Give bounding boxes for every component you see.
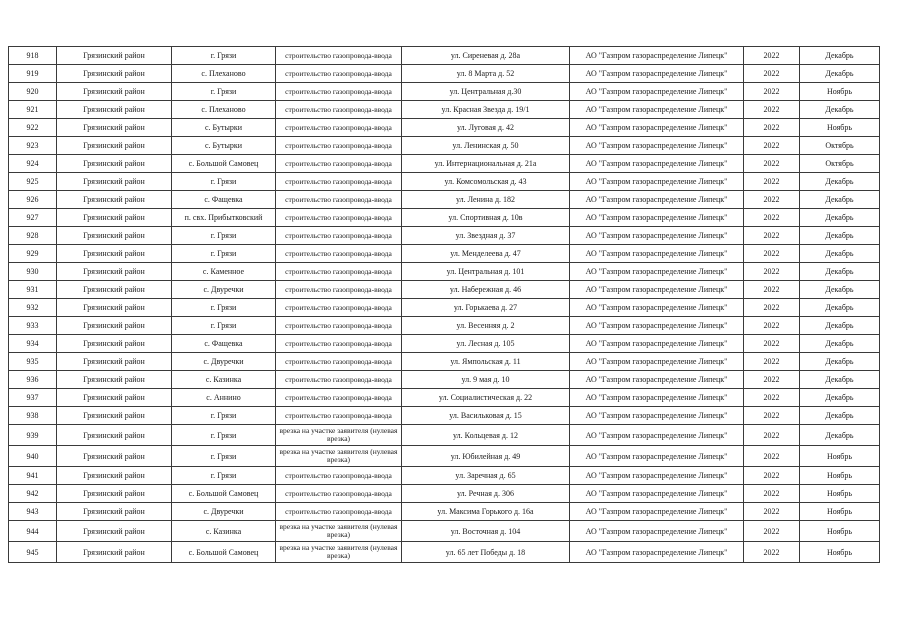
table-row bbox=[9, 446, 880, 467]
organization-cell: АО "Газпром газораспределение Липецк" bbox=[570, 137, 744, 155]
district-cell: Грязинский район bbox=[57, 191, 172, 209]
month-cell: Декабрь bbox=[800, 425, 880, 446]
organization-cell: АО "Газпром газораспределение Липецк" bbox=[570, 281, 744, 299]
district-cell: Грязинский район bbox=[57, 263, 172, 281]
district-cell: Грязинский район bbox=[57, 467, 172, 485]
locality-cell: с. Плеханово bbox=[172, 65, 276, 83]
row-number: 923 bbox=[9, 137, 57, 155]
work-type-cell: строительство газопровода-ввода bbox=[276, 47, 402, 65]
address-cell: ул. Социалистическая д. 22 bbox=[402, 389, 570, 407]
locality-cell: с. Бутырки bbox=[172, 119, 276, 137]
locality-cell: г. Грязи bbox=[172, 227, 276, 245]
work-type-cell: строительство газопровода-ввода bbox=[276, 137, 402, 155]
organization-cell: АО "Газпром газораспределение Липецк" bbox=[570, 446, 744, 467]
month-cell: Декабрь bbox=[800, 191, 880, 209]
locality-cell: г. Грязи bbox=[172, 446, 276, 467]
row-number: 945 bbox=[9, 542, 57, 563]
locality-cell: с. Казинка bbox=[172, 371, 276, 389]
table-row bbox=[9, 407, 880, 425]
month-cell: Декабрь bbox=[800, 371, 880, 389]
work-type-cell: строительство газопровода-ввода bbox=[276, 263, 402, 281]
row-number: 935 bbox=[9, 353, 57, 371]
locality-cell: г. Грязи bbox=[172, 425, 276, 446]
district-cell: Грязинский район bbox=[57, 521, 172, 542]
table-row bbox=[9, 467, 880, 485]
district-cell: Грязинский район bbox=[57, 407, 172, 425]
locality-cell: с. Фащевка bbox=[172, 335, 276, 353]
month-cell: Октябрь bbox=[800, 155, 880, 173]
work-type-cell: строительство газопровода-ввода bbox=[276, 227, 402, 245]
organization-cell: АО "Газпром газораспределение Липецк" bbox=[570, 245, 744, 263]
row-number: 933 bbox=[9, 317, 57, 335]
table-row bbox=[9, 335, 880, 353]
locality-cell: г. Грязи bbox=[172, 317, 276, 335]
organization-cell: АО "Газпром газораспределение Липецк" bbox=[570, 371, 744, 389]
month-cell: Ноябрь bbox=[800, 119, 880, 137]
year-cell: 2022 bbox=[744, 503, 800, 521]
locality-cell: г. Грязи bbox=[172, 173, 276, 191]
address-cell: ул. Интернациональная д. 21а bbox=[402, 155, 570, 173]
address-cell: ул. 8 Марта д. 52 bbox=[402, 65, 570, 83]
table-row bbox=[9, 173, 880, 191]
row-number: 927 bbox=[9, 209, 57, 227]
address-cell: ул. Центральная д. 101 bbox=[402, 263, 570, 281]
address-cell: ул. Юбилейная д. 49 bbox=[402, 446, 570, 467]
organization-cell: АО "Газпром газораспределение Липецк" bbox=[570, 407, 744, 425]
district-cell: Грязинский район bbox=[57, 209, 172, 227]
year-cell: 2022 bbox=[744, 446, 800, 467]
organization-cell: АО "Газпром газораспределение Липецк" bbox=[570, 503, 744, 521]
row-number: 929 bbox=[9, 245, 57, 263]
month-cell: Декабрь bbox=[800, 281, 880, 299]
year-cell: 2022 bbox=[744, 542, 800, 563]
year-cell: 2022 bbox=[744, 407, 800, 425]
organization-cell: АО "Газпром газораспределение Липецк" bbox=[570, 83, 744, 101]
district-cell: Грязинский район bbox=[57, 299, 172, 317]
work-type-cell: строительство газопровода-ввода bbox=[276, 173, 402, 191]
work-type-cell: строительство газопровода-ввода bbox=[276, 65, 402, 83]
work-type-cell: строительство газопровода-ввода bbox=[276, 83, 402, 101]
year-cell: 2022 bbox=[744, 191, 800, 209]
work-type-cell: строительство газопровода-ввода bbox=[276, 371, 402, 389]
table-row bbox=[9, 137, 880, 155]
year-cell: 2022 bbox=[744, 101, 800, 119]
table-row bbox=[9, 119, 880, 137]
table-row bbox=[9, 371, 880, 389]
address-cell: ул. Спортивная д. 10в bbox=[402, 209, 570, 227]
month-cell: Декабрь bbox=[800, 317, 880, 335]
year-cell: 2022 bbox=[744, 65, 800, 83]
row-number: 937 bbox=[9, 389, 57, 407]
row-number: 930 bbox=[9, 263, 57, 281]
month-cell: Декабрь bbox=[800, 389, 880, 407]
address-cell: ул. Ленина д. 182 bbox=[402, 191, 570, 209]
organization-cell: АО "Газпром газораспределение Липецк" bbox=[570, 467, 744, 485]
district-cell: Грязинский район bbox=[57, 65, 172, 83]
row-number: 941 bbox=[9, 467, 57, 485]
address-cell: ул. Ленинская д. 50 bbox=[402, 137, 570, 155]
address-cell: ул. Заречная д. 65 bbox=[402, 467, 570, 485]
address-cell: ул. 9 мая д. 10 bbox=[402, 371, 570, 389]
month-cell: Декабрь bbox=[800, 227, 880, 245]
district-cell: Грязинский район bbox=[57, 47, 172, 65]
table-row bbox=[9, 155, 880, 173]
organization-cell: АО "Газпром газораспределение Липецк" bbox=[570, 65, 744, 83]
address-cell: ул. Васильковая д. 15 bbox=[402, 407, 570, 425]
district-cell: Грязинский район bbox=[57, 281, 172, 299]
address-cell: ул. Кольцевая д. 12 bbox=[402, 425, 570, 446]
organization-cell: АО "Газпром газораспределение Липецк" bbox=[570, 191, 744, 209]
district-cell: Грязинский район bbox=[57, 119, 172, 137]
address-cell: ул. Лесная д. 105 bbox=[402, 335, 570, 353]
address-cell: ул. Весенняя д. 2 bbox=[402, 317, 570, 335]
row-number: 928 bbox=[9, 227, 57, 245]
work-type-cell: строительство газопровода-ввода bbox=[276, 335, 402, 353]
address-cell: ул. Максима Горького д. 16а bbox=[402, 503, 570, 521]
work-type-cell: строительство газопровода-ввода bbox=[276, 353, 402, 371]
year-cell: 2022 bbox=[744, 317, 800, 335]
year-cell: 2022 bbox=[744, 47, 800, 65]
table-row bbox=[9, 281, 880, 299]
year-cell: 2022 bbox=[744, 209, 800, 227]
locality-cell: с. Казинка bbox=[172, 521, 276, 542]
organization-cell: АО "Газпром газораспределение Липецк" bbox=[570, 299, 744, 317]
row-number: 936 bbox=[9, 371, 57, 389]
district-cell: Грязинский район bbox=[57, 446, 172, 467]
year-cell: 2022 bbox=[744, 371, 800, 389]
district-cell: Грязинский район bbox=[57, 353, 172, 371]
table-row bbox=[9, 485, 880, 503]
year-cell: 2022 bbox=[744, 389, 800, 407]
table-row bbox=[9, 425, 880, 446]
table-row bbox=[9, 353, 880, 371]
month-cell: Декабрь bbox=[800, 407, 880, 425]
year-cell: 2022 bbox=[744, 137, 800, 155]
locality-cell: г. Грязи bbox=[172, 245, 276, 263]
year-cell: 2022 bbox=[744, 83, 800, 101]
year-cell: 2022 bbox=[744, 119, 800, 137]
work-type-cell: строительство газопровода-ввода bbox=[276, 209, 402, 227]
locality-cell: г. Грязи bbox=[172, 407, 276, 425]
address-cell: ул. Набережная д. 46 bbox=[402, 281, 570, 299]
locality-cell: с. Бутырки bbox=[172, 137, 276, 155]
address-cell: ул. Восточная д. 104 bbox=[402, 521, 570, 542]
row-number: 924 bbox=[9, 155, 57, 173]
year-cell: 2022 bbox=[744, 263, 800, 281]
district-cell: Грязинский район bbox=[57, 155, 172, 173]
organization-cell: АО "Газпром газораспределение Липецк" bbox=[570, 119, 744, 137]
locality-cell: г. Грязи bbox=[172, 83, 276, 101]
year-cell: 2022 bbox=[744, 521, 800, 542]
month-cell: Декабрь bbox=[800, 173, 880, 191]
district-cell: Грязинский район bbox=[57, 173, 172, 191]
address-cell: ул. Речная д. 306 bbox=[402, 485, 570, 503]
district-cell: Грязинский район bbox=[57, 542, 172, 563]
row-number: 932 bbox=[9, 299, 57, 317]
table-row bbox=[9, 209, 880, 227]
work-type-cell: врезка на участке заявителя (нулевая врезка) bbox=[276, 521, 402, 542]
table-row bbox=[9, 317, 880, 335]
year-cell: 2022 bbox=[744, 335, 800, 353]
locality-cell: с. Большой Самовец bbox=[172, 155, 276, 173]
row-number: 920 bbox=[9, 83, 57, 101]
row-number: 943 bbox=[9, 503, 57, 521]
district-cell: Грязинский район bbox=[57, 371, 172, 389]
row-number: 925 bbox=[9, 173, 57, 191]
table-row bbox=[9, 191, 880, 209]
table-row bbox=[9, 245, 880, 263]
organization-cell: АО "Газпром газораспределение Липецк" bbox=[570, 485, 744, 503]
organization-cell: АО "Газпром газораспределение Липецк" bbox=[570, 173, 744, 191]
address-cell: ул. Центральная д.30 bbox=[402, 83, 570, 101]
row-number: 942 bbox=[9, 485, 57, 503]
district-cell: Грязинский район bbox=[57, 137, 172, 155]
row-number: 926 bbox=[9, 191, 57, 209]
district-cell: Грязинский район bbox=[57, 389, 172, 407]
table-row bbox=[9, 65, 880, 83]
year-cell: 2022 bbox=[744, 227, 800, 245]
month-cell: Декабрь bbox=[800, 65, 880, 83]
table-row bbox=[9, 521, 880, 542]
district-cell: Грязинский район bbox=[57, 335, 172, 353]
locality-cell: г. Грязи bbox=[172, 47, 276, 65]
year-cell: 2022 bbox=[744, 281, 800, 299]
table-row bbox=[9, 389, 880, 407]
month-cell: Декабрь bbox=[800, 209, 880, 227]
table-row bbox=[9, 542, 880, 563]
organization-cell: АО "Газпром газораспределение Липецк" bbox=[570, 389, 744, 407]
organization-cell: АО "Газпром газораспределение Липецк" bbox=[570, 317, 744, 335]
work-type-cell: строительство газопровода-ввода bbox=[276, 245, 402, 263]
work-type-cell: строительство газопровода-ввода bbox=[276, 281, 402, 299]
row-number: 934 bbox=[9, 335, 57, 353]
work-type-cell: врезка на участке заявителя (нулевая врезка) bbox=[276, 542, 402, 563]
work-type-cell: врезка на участке заявителя (нулевая врезка) bbox=[276, 446, 402, 467]
month-cell: Декабрь bbox=[800, 299, 880, 317]
row-number: 938 bbox=[9, 407, 57, 425]
work-type-cell: строительство газопровода-ввода bbox=[276, 317, 402, 335]
work-type-cell: строительство газопровода-ввода bbox=[276, 155, 402, 173]
organization-cell: АО "Газпром газораспределение Липецк" bbox=[570, 101, 744, 119]
month-cell: Декабрь bbox=[800, 47, 880, 65]
district-cell: Грязинский район bbox=[57, 83, 172, 101]
month-cell: Октябрь bbox=[800, 137, 880, 155]
district-cell: Грязинский район bbox=[57, 317, 172, 335]
locality-cell: с. Двуречки bbox=[172, 353, 276, 371]
month-cell: Декабрь bbox=[800, 263, 880, 281]
table-row bbox=[9, 503, 880, 521]
organization-cell: АО "Газпром газораспределение Липецк" bbox=[570, 47, 744, 65]
address-cell: ул. Ямпольская д. 11 bbox=[402, 353, 570, 371]
locality-cell: с. Фащевка bbox=[172, 191, 276, 209]
work-type-cell: строительство газопровода-ввода bbox=[276, 101, 402, 119]
work-type-cell: врезка на участке заявителя (нулевая врезка) bbox=[276, 425, 402, 446]
work-type-cell: строительство газопровода-ввода bbox=[276, 467, 402, 485]
row-number: 918 bbox=[9, 47, 57, 65]
locality-cell: с. Аннино bbox=[172, 389, 276, 407]
year-cell: 2022 bbox=[744, 299, 800, 317]
table-row bbox=[9, 263, 880, 281]
table-row bbox=[9, 83, 880, 101]
address-cell: ул. Комсомольская д. 43 bbox=[402, 173, 570, 191]
year-cell: 2022 bbox=[744, 173, 800, 191]
table-row bbox=[9, 227, 880, 245]
row-number: 944 bbox=[9, 521, 57, 542]
organization-cell: АО "Газпром газораспределение Липецк" bbox=[570, 209, 744, 227]
document-table bbox=[8, 46, 880, 563]
table-row bbox=[9, 299, 880, 317]
month-cell: Декабрь bbox=[800, 245, 880, 263]
year-cell: 2022 bbox=[744, 245, 800, 263]
row-number: 931 bbox=[9, 281, 57, 299]
organization-cell: АО "Газпром газораспределение Липецк" bbox=[570, 425, 744, 446]
organization-cell: АО "Газпром газораспределение Липецк" bbox=[570, 155, 744, 173]
district-cell: Грязинский район bbox=[57, 425, 172, 446]
locality-cell: с. Двуречки bbox=[172, 503, 276, 521]
district-cell: Грязинский район bbox=[57, 503, 172, 521]
district-cell: Грязинский район bbox=[57, 245, 172, 263]
row-number: 940 bbox=[9, 446, 57, 467]
work-type-cell: строительство газопровода-ввода bbox=[276, 389, 402, 407]
year-cell: 2022 bbox=[744, 425, 800, 446]
year-cell: 2022 bbox=[744, 155, 800, 173]
district-cell: Грязинский район bbox=[57, 101, 172, 119]
locality-cell: с. Большой Самовец bbox=[172, 542, 276, 563]
month-cell: Ноябрь bbox=[800, 485, 880, 503]
district-cell: Грязинский район bbox=[57, 485, 172, 503]
organization-cell: АО "Газпром газораспределение Липецк" bbox=[570, 227, 744, 245]
organization-cell: АО "Газпром газораспределение Липецк" bbox=[570, 353, 744, 371]
row-number: 919 bbox=[9, 65, 57, 83]
organization-cell: АО "Газпром газораспределение Липецк" bbox=[570, 521, 744, 542]
month-cell: Ноябрь bbox=[800, 503, 880, 521]
locality-cell: с. Каменное bbox=[172, 263, 276, 281]
locality-cell: г. Грязи bbox=[172, 467, 276, 485]
address-cell: ул. 65 лет Победы д. 18 bbox=[402, 542, 570, 563]
district-cell: Грязинский район bbox=[57, 227, 172, 245]
month-cell: Ноябрь bbox=[800, 83, 880, 101]
work-type-cell: строительство газопровода-ввода bbox=[276, 191, 402, 209]
address-cell: ул. Горькаева д. 27 bbox=[402, 299, 570, 317]
address-cell: ул. Луговая д. 42 bbox=[402, 119, 570, 137]
address-cell: ул. Звездная д. 37 bbox=[402, 227, 570, 245]
month-cell: Ноябрь bbox=[800, 542, 880, 563]
organization-cell: АО "Газпром газораспределение Липецк" bbox=[570, 263, 744, 281]
row-number: 939 bbox=[9, 425, 57, 446]
year-cell: 2022 bbox=[744, 353, 800, 371]
month-cell: Ноябрь bbox=[800, 521, 880, 542]
work-type-cell: строительство газопровода-ввода bbox=[276, 407, 402, 425]
locality-cell: с. Плеханово bbox=[172, 101, 276, 119]
year-cell: 2022 bbox=[744, 485, 800, 503]
work-type-cell: строительство газопровода-ввода bbox=[276, 503, 402, 521]
locality-cell: с. Двуречки bbox=[172, 281, 276, 299]
work-type-cell: строительство газопровода-ввода bbox=[276, 119, 402, 137]
work-type-cell: строительство газопровода-ввода bbox=[276, 485, 402, 503]
year-cell: 2022 bbox=[744, 467, 800, 485]
row-number: 922 bbox=[9, 119, 57, 137]
table-row bbox=[9, 47, 880, 65]
organization-cell: АО "Газпром газораспределение Липецк" bbox=[570, 335, 744, 353]
address-cell: ул. Красная Звезда д. 19/1 bbox=[402, 101, 570, 119]
locality-cell: п. свх. Прибытковский bbox=[172, 209, 276, 227]
month-cell: Декабрь bbox=[800, 101, 880, 119]
month-cell: Ноябрь bbox=[800, 467, 880, 485]
locality-cell: г. Грязи bbox=[172, 299, 276, 317]
address-cell: ул. Сиреневая д. 28а bbox=[402, 47, 570, 65]
month-cell: Ноябрь bbox=[800, 446, 880, 467]
work-type-cell: строительство газопровода-ввода bbox=[276, 299, 402, 317]
organization-cell: АО "Газпром газораспределение Липецк" bbox=[570, 542, 744, 563]
address-cell: ул. Менделеева д. 47 bbox=[402, 245, 570, 263]
table-body bbox=[9, 47, 880, 563]
locality-cell: с. Большой Самовец bbox=[172, 485, 276, 503]
month-cell: Декабрь bbox=[800, 335, 880, 353]
table-row bbox=[9, 101, 880, 119]
row-number: 921 bbox=[9, 101, 57, 119]
month-cell: Декабрь bbox=[800, 353, 880, 371]
